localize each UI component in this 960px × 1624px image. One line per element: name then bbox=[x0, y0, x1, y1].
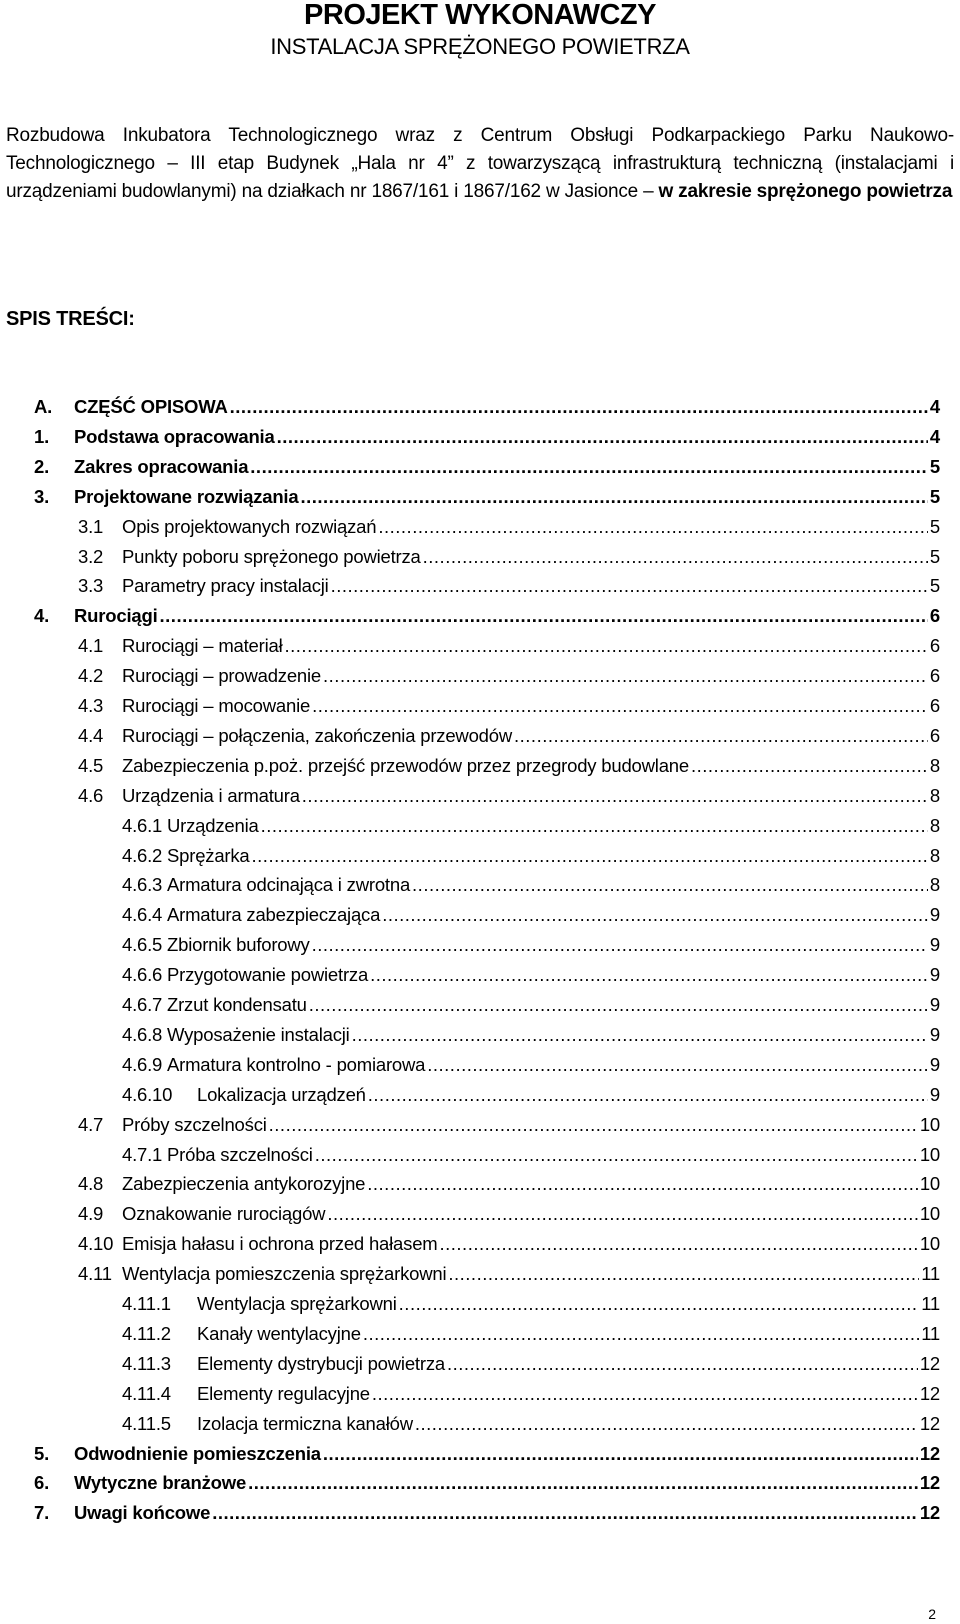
toc-entry[interactable] bbox=[122, 866, 940, 896]
toc-entry-number: 2. bbox=[34, 455, 50, 477]
toc-entry-number: 4.8 bbox=[78, 1173, 104, 1195]
toc-entry-label: Parametry pracy instalacji bbox=[122, 575, 329, 597]
toc-leader-dots bbox=[312, 934, 928, 956]
toc-entry-page: 4 bbox=[929, 425, 940, 447]
toc-entry-label: Urządzenia i armatura bbox=[122, 784, 300, 806]
toc-leader-dots bbox=[160, 605, 928, 627]
toc-entry-page: 6 bbox=[929, 695, 940, 716]
toc-leader-dots bbox=[691, 755, 928, 777]
toc-entry-number: 4.11.2 bbox=[122, 1322, 171, 1344]
toc-leader-dots bbox=[261, 815, 928, 837]
toc-entry-page: 11 bbox=[921, 1322, 940, 1344]
toc-leader-dots bbox=[248, 1472, 918, 1494]
toc-entry-number: 1. bbox=[34, 425, 50, 447]
toc-entry-number: 7. bbox=[34, 1502, 50, 1524]
toc-entry-label: Projektowane rozwiązania bbox=[74, 485, 299, 507]
toc-leader-dots bbox=[370, 964, 928, 986]
toc-entry-label: Elementy dystrybucji powietrza bbox=[197, 1352, 445, 1374]
toc-entry-label: Lokalizacja urządzeń bbox=[197, 1083, 366, 1105]
toc-entry-label: Wytyczne branżowe bbox=[74, 1472, 247, 1494]
toc-leader-dots bbox=[415, 1413, 918, 1435]
toc-leader-dots bbox=[230, 396, 928, 418]
toc-entry[interactable] bbox=[122, 1046, 940, 1076]
toc-entry[interactable] bbox=[122, 1136, 940, 1166]
toc-entry-number: 4.11 bbox=[78, 1263, 112, 1285]
toc-entry[interactable] bbox=[78, 687, 940, 717]
toc-entry-page: 10 bbox=[919, 1113, 940, 1135]
toc-leader-dots bbox=[302, 785, 928, 807]
toc-entry-page: 6 bbox=[929, 605, 940, 627]
toc-leader-dots bbox=[423, 546, 928, 568]
toc-entry-number: 6. bbox=[34, 1472, 50, 1494]
toc-leader-dots bbox=[514, 725, 928, 747]
toc-entry-page: 9 bbox=[929, 994, 940, 1015]
toc-entry-label: Wentylacja pomieszczenia sprężarkowni bbox=[122, 1263, 447, 1285]
toc-leader-dots bbox=[412, 874, 928, 896]
toc-leader-dots bbox=[363, 1323, 919, 1345]
toc-entry-page: 10 bbox=[919, 1203, 940, 1225]
toc-entry-label: Rurociągi – prowadzenie bbox=[122, 665, 322, 687]
toc-entry-label: Armatura odcinająca i zwrotna bbox=[167, 874, 411, 896]
toc-entry[interactable] bbox=[122, 1405, 940, 1435]
toc-entry-page: 8 bbox=[929, 844, 940, 866]
toc-leader-dots bbox=[368, 1084, 928, 1106]
toc-entry-label: Armatura zabezpieczająca bbox=[167, 904, 381, 926]
toc-leader-dots bbox=[269, 1114, 918, 1136]
toc-entry-page: 5 bbox=[929, 485, 940, 507]
toc-entry[interactable] bbox=[78, 1255, 940, 1285]
toc-entry[interactable] bbox=[122, 926, 940, 956]
toc-entry[interactable] bbox=[78, 777, 940, 807]
toc-entry-page: 12 bbox=[919, 1352, 940, 1374]
toc-entry-label: Rurociągi bbox=[74, 605, 158, 627]
toc-entry-page: 12 bbox=[919, 1442, 940, 1464]
toc-heading: SPIS TREŚCI: bbox=[6, 308, 135, 330]
project-description-text: Rozbudowa Inkubatora Technologicznego wraz z Centrum Obsługi Podkarpackiego Parku Naukowo-Technologicznego – III etap Budynek „Hala nr 4” z towarzyszącą infrastrukturą techniczną (instalacjami i urządzeniami budowlanymi) na działkach nr 1867/161 i 1867/162 w Jasionce – bbox=[6, 125, 954, 202]
toc-leader-dots bbox=[277, 426, 928, 448]
toc-entry-number: 4.6.7 bbox=[122, 994, 163, 1015]
toc-entry[interactable] bbox=[122, 1016, 940, 1046]
toc-entry-number: 4.6.2 bbox=[122, 844, 163, 866]
toc-entry-page: 10 bbox=[919, 1173, 940, 1195]
toc-leader-dots bbox=[327, 1203, 917, 1225]
toc-entry[interactable] bbox=[78, 627, 940, 657]
toc-entry-number: 4. bbox=[34, 605, 50, 627]
toc-entry-page: 12 bbox=[919, 1502, 940, 1524]
toc-entry-page: 9 bbox=[929, 1083, 940, 1105]
toc-leader-dots bbox=[323, 1443, 918, 1465]
toc-entry[interactable] bbox=[122, 956, 940, 986]
toc-leader-dots bbox=[212, 1502, 918, 1524]
toc-entry-label: CZĘŚĆ OPISOWA bbox=[74, 396, 228, 417]
toc-leader-dots bbox=[378, 516, 928, 538]
toc-entry[interactable] bbox=[34, 418, 940, 448]
toc-entry-number: 4.6.10 bbox=[122, 1083, 173, 1105]
toc-entry-label: Rurociągi – połączenia, zakończenia przewodów bbox=[122, 724, 513, 746]
toc-entry-number: 4.10 bbox=[78, 1233, 114, 1255]
toc-entry-page: 5 bbox=[929, 515, 940, 537]
toc-entry-number: 4.6 bbox=[78, 784, 104, 806]
toc-leader-dots bbox=[309, 994, 928, 1016]
toc-entry[interactable] bbox=[78, 1195, 940, 1225]
toc-entry[interactable] bbox=[78, 538, 940, 568]
toc-entry[interactable] bbox=[78, 1165, 940, 1195]
toc-entry-number: 4.6.5 bbox=[122, 934, 163, 956]
toc-entry-page: 12 bbox=[919, 1382, 940, 1404]
toc-entry[interactable] bbox=[78, 747, 940, 777]
toc-entry-number: 4.7 bbox=[78, 1113, 104, 1135]
toc-entry-label: Uwagi końcowe bbox=[74, 1502, 211, 1524]
toc-entry-page: 8 bbox=[929, 814, 940, 836]
toc-entry-page: 11 bbox=[921, 1263, 940, 1285]
toc-entry-label: Armatura kontrolno - pomiarowa bbox=[167, 1053, 426, 1075]
toc-entry-label: Elementy regulacyjne bbox=[197, 1382, 370, 1404]
toc-entry-number: 4.4 bbox=[78, 724, 104, 746]
toc-leader-dots bbox=[300, 486, 927, 508]
toc-entry-page: 6 bbox=[929, 724, 940, 746]
toc-entry-number: 4.6.9 bbox=[122, 1053, 163, 1075]
toc-entry-number: 4.6.4 bbox=[122, 904, 163, 926]
toc-leader-dots bbox=[447, 1353, 918, 1375]
toc-entry-number: 4.5 bbox=[78, 754, 104, 776]
toc-entry-label: Rurociągi – mocowanie bbox=[122, 695, 311, 716]
toc-entry-number: 4.1 bbox=[78, 635, 104, 657]
toc-entry[interactable] bbox=[34, 1435, 940, 1465]
toc-entry[interactable] bbox=[78, 508, 940, 538]
toc-leader-dots bbox=[399, 1293, 920, 1315]
toc-entry[interactable] bbox=[122, 1375, 940, 1405]
toc-entry[interactable] bbox=[122, 1076, 940, 1106]
toc-entry-label: Zabezpieczenia p.poż. przejść przewodów przez przegrody budowlane bbox=[122, 754, 689, 776]
toc-entry-number: A. bbox=[34, 396, 53, 417]
toc-leader-dots bbox=[367, 1173, 918, 1195]
toc-leader-dots bbox=[250, 456, 928, 478]
toc-entry[interactable] bbox=[78, 657, 940, 687]
toc-leader-dots bbox=[331, 575, 928, 597]
toc-entry-label: Kanały wentylacyjne bbox=[197, 1322, 361, 1344]
toc-entry-label: Próby szczelności bbox=[122, 1113, 267, 1135]
toc-entry-label: Zakres opracowania bbox=[74, 455, 249, 477]
toc-entry-number: 4.11.1 bbox=[122, 1293, 171, 1314]
toc-entry-page: 11 bbox=[921, 1293, 940, 1314]
toc-entry[interactable] bbox=[122, 1285, 940, 1315]
toc-entry[interactable] bbox=[78, 567, 940, 597]
toc-leader-dots bbox=[252, 845, 928, 867]
toc-entry-page: 6 bbox=[929, 665, 940, 687]
toc-leader-dots bbox=[312, 695, 928, 717]
toc-entry-number: 4.9 bbox=[78, 1203, 104, 1225]
toc-entry[interactable] bbox=[122, 1345, 940, 1375]
toc-entry-label: Rurociągi – materiał bbox=[122, 635, 283, 657]
toc-entry[interactable] bbox=[122, 807, 940, 837]
toc-entry-number: 5. bbox=[34, 1442, 50, 1464]
toc-entry-page: 9 bbox=[929, 1053, 940, 1075]
toc-entry-label: Próba szczelności bbox=[167, 1143, 313, 1165]
toc-entry-page: 5 bbox=[929, 545, 940, 567]
toc-entry-page: 10 bbox=[919, 1233, 940, 1255]
project-scope-bold: w zakresie sprężonego powietrza bbox=[658, 181, 953, 202]
toc-entry-number: 3.2 bbox=[78, 545, 104, 567]
toc-leader-dots bbox=[448, 1263, 919, 1285]
toc-entry-label: Sprężarka bbox=[167, 844, 250, 866]
toc-entry[interactable] bbox=[122, 1315, 940, 1345]
toc-entry-label: Emisja hałasu i ochrona przed hałasem bbox=[122, 1233, 438, 1255]
toc-entry-number: 4.6.6 bbox=[122, 964, 163, 986]
toc-entry-label: Opis projektowanych rozwiązań bbox=[122, 515, 377, 537]
toc-entry-label: Odwodnienie pomieszczenia bbox=[74, 1442, 321, 1464]
toc-leader-dots bbox=[372, 1383, 918, 1405]
toc-entry[interactable] bbox=[78, 717, 940, 747]
toc-entry[interactable] bbox=[34, 388, 940, 418]
toc-entry-page: 8 bbox=[929, 754, 940, 776]
toc-entry-label: Podstawa opracowania bbox=[74, 425, 275, 447]
toc-entry-page: 9 bbox=[929, 1023, 940, 1045]
toc-entry-page: 5 bbox=[929, 455, 940, 477]
toc-entry[interactable] bbox=[122, 896, 940, 926]
toc-entry-label: Izolacja termiczna kanałów bbox=[197, 1412, 413, 1434]
toc-entry-number: 4.11.4 bbox=[122, 1382, 171, 1404]
toc-entry-page: 8 bbox=[929, 874, 940, 896]
toc-entry-page: 10 bbox=[919, 1143, 940, 1165]
toc-leader-dots bbox=[285, 635, 928, 657]
toc-entry[interactable] bbox=[122, 986, 940, 1016]
toc-entry[interactable] bbox=[122, 837, 940, 867]
toc-entry-page: 12 bbox=[919, 1472, 940, 1494]
toc-leader-dots bbox=[323, 665, 928, 687]
toc-leader-dots bbox=[427, 1054, 928, 1076]
toc-entry[interactable] bbox=[34, 597, 940, 627]
toc-entry-label: Zbiornik buforowy bbox=[167, 934, 310, 956]
toc-entry-number: 4.6.1 bbox=[122, 814, 163, 836]
toc-entry-label: Wyposażenie instalacji bbox=[167, 1023, 350, 1045]
toc-entry-number: 4.6.3 bbox=[122, 874, 163, 896]
toc-leader-dots bbox=[352, 1024, 928, 1046]
project-description bbox=[6, 122, 954, 206]
toc-entry-label: Punkty poboru sprężonego powietrza bbox=[122, 545, 421, 567]
toc-entry-number: 4.7.1 bbox=[122, 1143, 163, 1165]
toc-entry[interactable] bbox=[34, 1494, 940, 1524]
toc-entry-page: 8 bbox=[929, 784, 940, 806]
toc-entry-number: 4.6.8 bbox=[122, 1023, 163, 1045]
toc-entry-label: Urządzenia bbox=[167, 814, 259, 836]
toc-entry-label: Zrzut kondensatu bbox=[167, 994, 307, 1015]
toc-leader-dots bbox=[315, 1144, 918, 1166]
toc-entry-number: 4.2 bbox=[78, 665, 104, 687]
toc-entry-number: 4.11.3 bbox=[122, 1352, 171, 1374]
toc-entry-number: 4.3 bbox=[78, 695, 104, 716]
toc-entry-label: Oznakowanie rurociągów bbox=[122, 1203, 326, 1225]
toc-entry[interactable] bbox=[34, 448, 940, 478]
toc-entry-page: 9 bbox=[929, 904, 940, 926]
toc-entry[interactable] bbox=[78, 1225, 940, 1255]
toc-entry-page: 6 bbox=[929, 635, 940, 657]
toc-entry-number: 3. bbox=[34, 485, 50, 507]
toc-entry-label: Przygotowanie powietrza bbox=[167, 964, 369, 986]
toc-entry-label: Zabezpieczenia antykorozyjne bbox=[122, 1173, 366, 1195]
toc-entry[interactable] bbox=[34, 1464, 940, 1494]
toc-entry-number: 4.11.5 bbox=[122, 1412, 171, 1434]
toc-leader-dots bbox=[382, 904, 928, 926]
toc-entry-page: 4 bbox=[929, 396, 940, 417]
toc-entry-page: 9 bbox=[929, 934, 940, 956]
toc-entry-number: 3.3 bbox=[78, 575, 104, 597]
page-number: 2 bbox=[928, 1606, 936, 1622]
document-subtitle: INSTALACJA SPRĘŻONEGO POWIETRZA bbox=[270, 34, 690, 59]
toc-leader-dots bbox=[440, 1233, 918, 1255]
toc-entry-label: Wentylacja sprężarkowni bbox=[197, 1293, 397, 1314]
toc-entry[interactable] bbox=[34, 478, 940, 508]
toc-entry-number: 3.1 bbox=[78, 515, 104, 537]
toc-entry-page: 5 bbox=[929, 575, 940, 597]
toc-entry-page: 12 bbox=[919, 1412, 940, 1434]
document-title: PROJEKT WYKONAWCZY bbox=[304, 0, 656, 31]
toc-entry[interactable] bbox=[78, 1106, 940, 1136]
toc-entry-page: 9 bbox=[929, 964, 940, 986]
